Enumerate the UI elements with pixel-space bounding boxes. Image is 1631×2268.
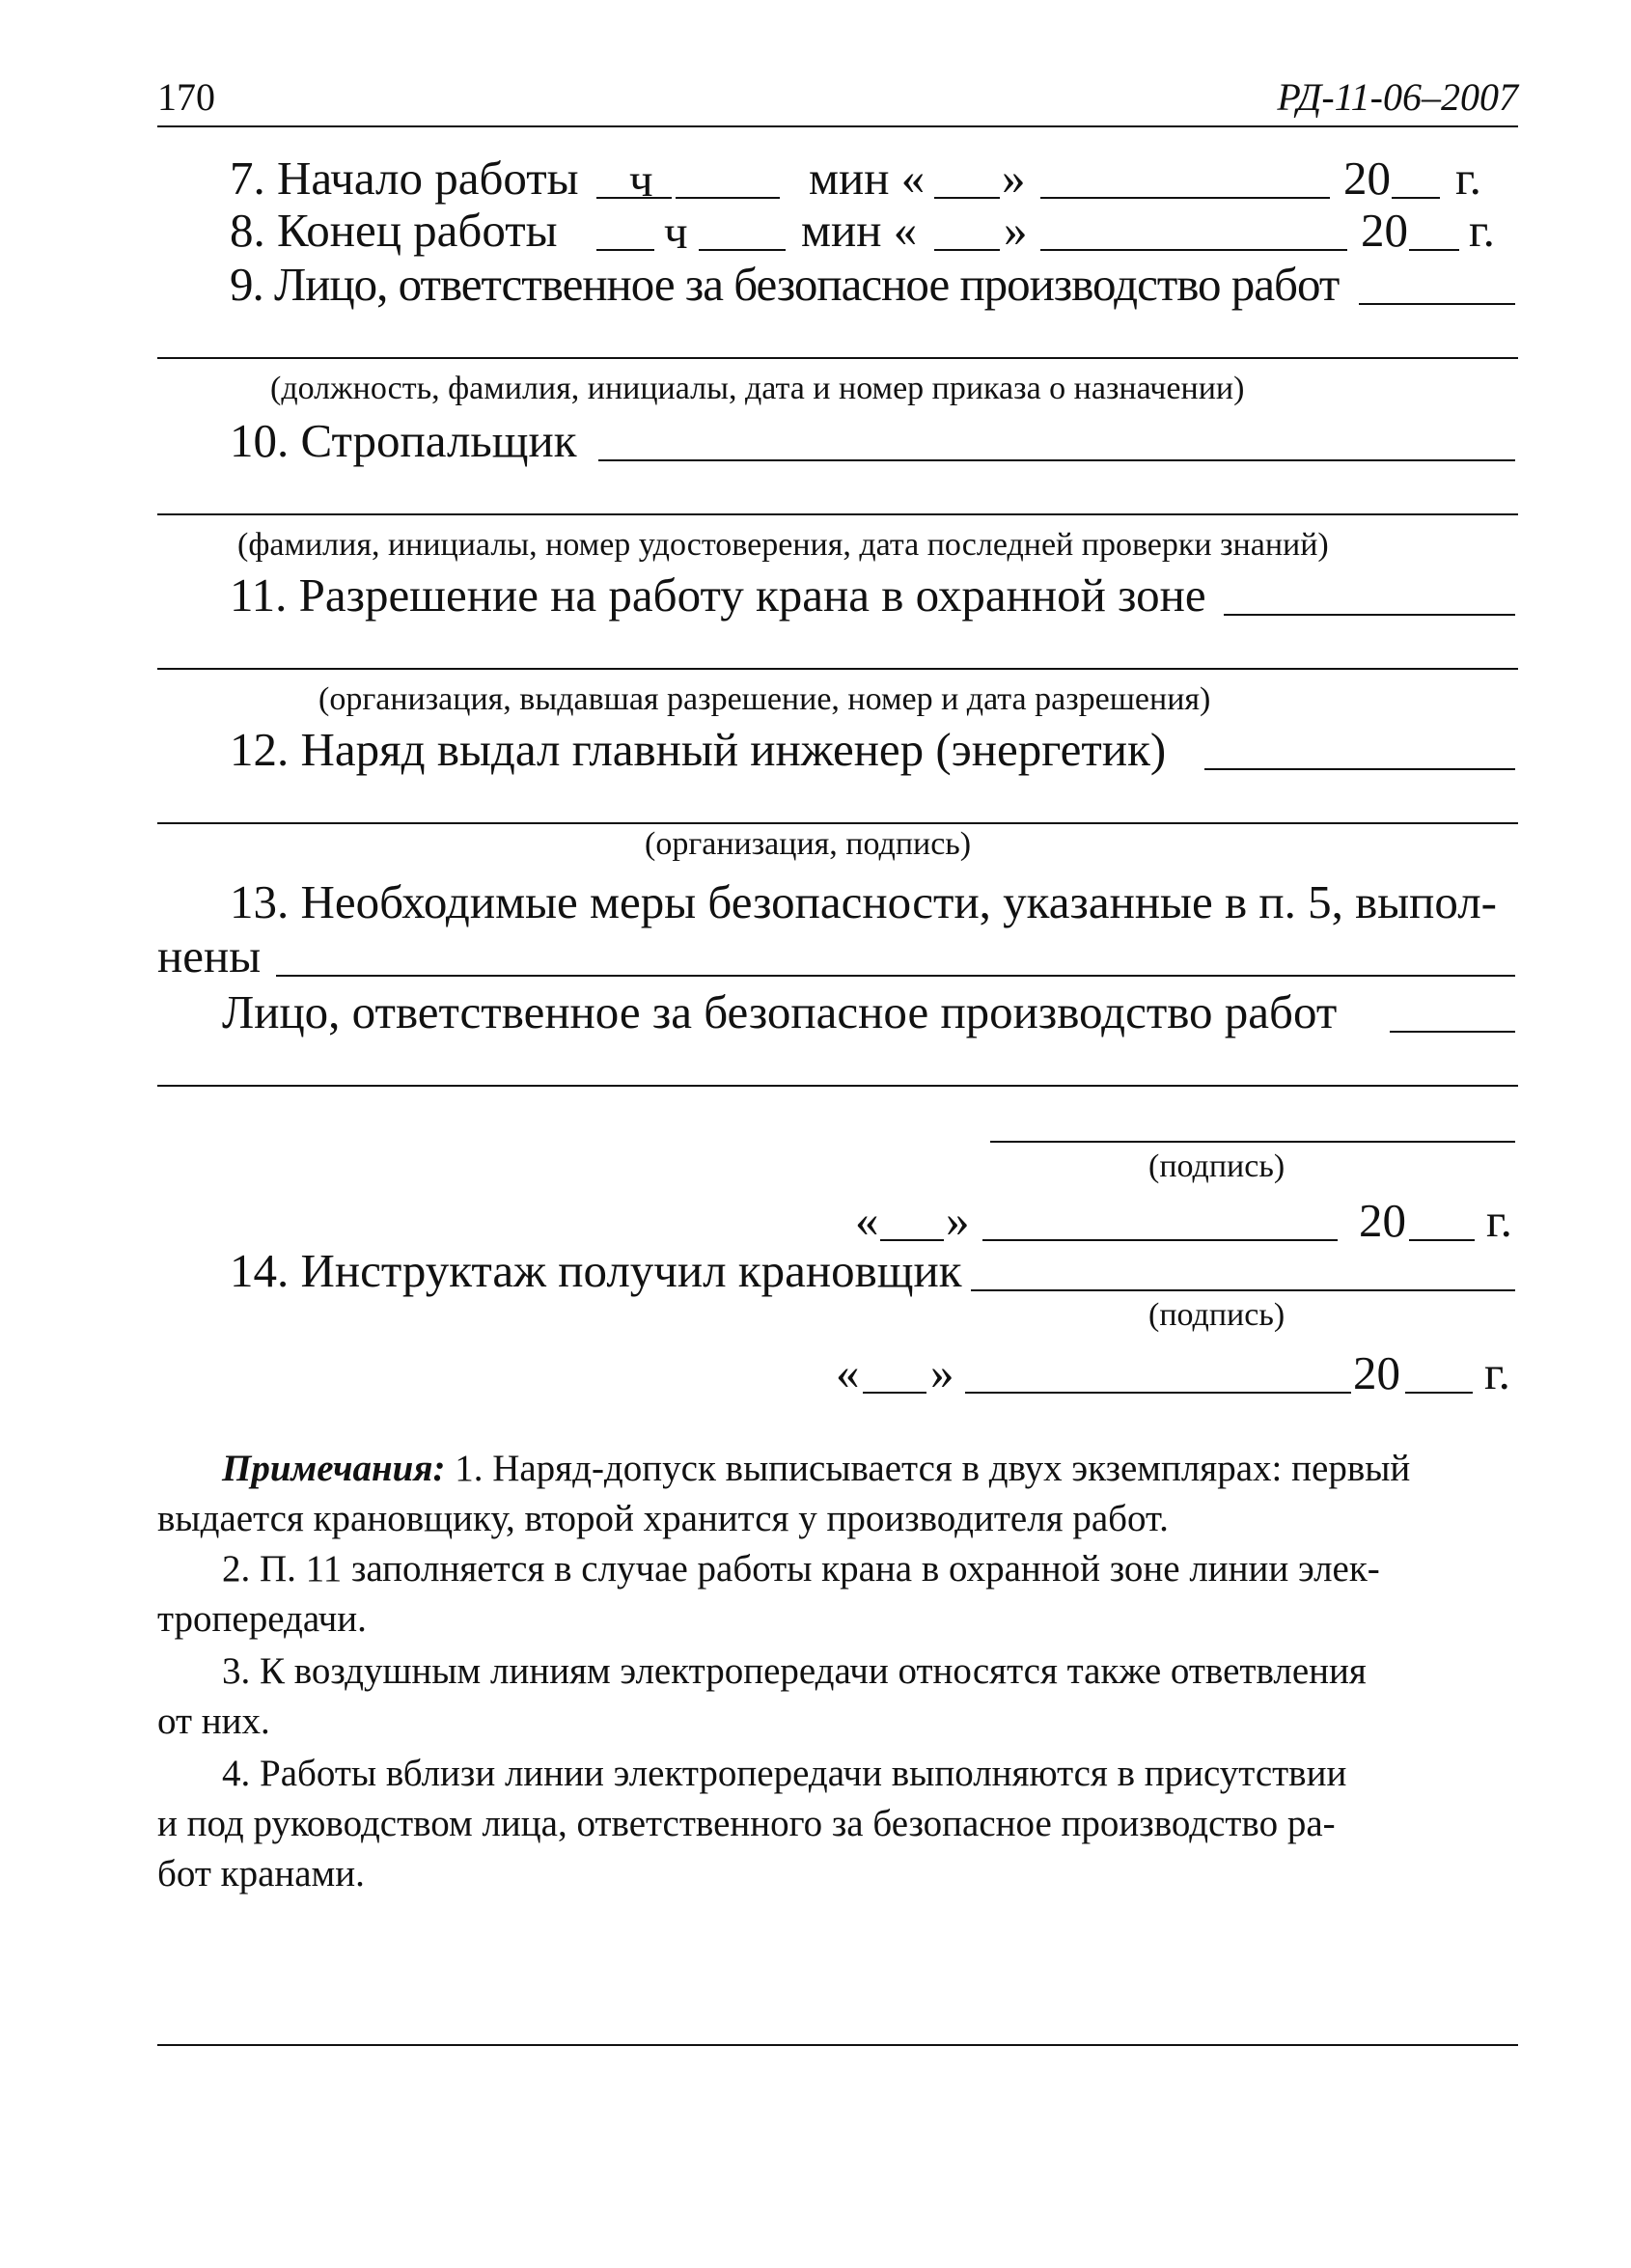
item-13-signature-caption: (подпись) — [1148, 1148, 1285, 1184]
item-13-date-quote-close: » — [946, 1194, 970, 1247]
item-8-label: 8. Конец работы — [230, 204, 558, 257]
item-14-date-quote-open: « — [836, 1346, 860, 1399]
item-9-responsible-person — [0, 258, 1631, 406]
item-12-field[interactable] — [157, 822, 1518, 824]
document-code: РД-11-06–2007 — [1277, 75, 1518, 119]
item-14-label: 14. Инструктаж получил крановщик — [230, 1244, 962, 1297]
item-7-minutes-field[interactable] — [676, 197, 780, 199]
item-8-hours-field[interactable] — [596, 249, 654, 251]
note-2-line-1: 2. П. 11 заполняется в случае работы крана в охранной зоне линии элек- — [222, 1548, 1380, 1590]
note-4-line-1: 4. Работы вблизи линии электропередачи выполняются в присутствии — [222, 1753, 1347, 1794]
item-14-crane-operator-briefed — [0, 1244, 1631, 1347]
note-2-line-2: тропередачи. — [157, 1598, 367, 1640]
item-8-day-field[interactable] — [934, 249, 1000, 251]
item-7-month-field[interactable] — [1040, 197, 1330, 199]
item-13-day-field[interactable] — [880, 1239, 944, 1241]
item-13-date — [0, 1194, 1631, 1249]
item-8-year-prefix: 20 — [1361, 204, 1408, 257]
item-10-field-end[interactable] — [598, 459, 1515, 461]
page-header — [157, 71, 1518, 127]
item-7-year-field[interactable] — [1392, 197, 1440, 199]
item-13-safety-measures — [0, 875, 1631, 1245]
item-13-year-prefix: 20 — [1359, 1194, 1406, 1247]
item-14-date-quote-close: » — [930, 1346, 954, 1399]
item-13-date-quote-open: « — [855, 1194, 879, 1247]
item-10-label: 10. Стропальщик — [230, 414, 577, 467]
note-4-line-3: бот кранами. — [157, 1853, 365, 1895]
item-13-text-line-2: нены — [157, 929, 262, 982]
item-12-order-issued — [0, 723, 1631, 862]
item-10-caption: (фамилия, инициалы, номер удостоверения, дата последней проверки знаний) — [237, 527, 1329, 563]
item-12-field-end[interactable] — [1204, 768, 1515, 770]
item-11-crane-permit — [0, 568, 1631, 717]
note-1-line-2: выдается крановщику, второй хранится у производителя работ. — [157, 1498, 1169, 1539]
item-8-end-of-work — [0, 204, 1631, 259]
item-13-year-field[interactable] — [1409, 1239, 1475, 1241]
item-14-date — [0, 1346, 1631, 1401]
item-11-field-end[interactable] — [1224, 614, 1515, 616]
item-13-responsible-field[interactable] — [157, 1085, 1518, 1087]
note-3-line-2: от них. — [157, 1701, 270, 1742]
item-13-responsible-label: Лицо, ответственное за безопасное производство работ — [222, 985, 1338, 1038]
item-11-caption: (организация, выдавшая разрешение, номер и дата разрешения) — [318, 681, 1211, 717]
item-9-field[interactable] — [157, 357, 1518, 359]
item-9-label: 9. Лицо, ответственное за безопасное производство работ — [230, 258, 1340, 311]
item-13-signature-field[interactable] — [990, 1141, 1515, 1143]
page-number: 170 — [157, 75, 215, 119]
item-8-minutes-unit: мин « — [801, 204, 918, 257]
note-1-text: 1. Наряд-допуск выписывается в двух экземплярах: первый — [445, 1448, 1411, 1489]
item-9-caption: (должность, фамилия, инициалы, дата и номер приказа о назначении) — [270, 371, 1245, 406]
item-10-slinger — [0, 414, 1631, 563]
note-3-line-1: 3. К воздушным линиям электропередачи относятся также ответвления — [222, 1650, 1367, 1692]
item-14-month-field[interactable] — [965, 1392, 1351, 1394]
item-7-label: 7. Начало работы — [230, 152, 579, 205]
item-9-field-end[interactable] — [1359, 303, 1515, 305]
item-13-completion-field[interactable] — [276, 975, 1515, 977]
item-8-day-close: » — [1004, 204, 1028, 257]
item-8-year-suffix: г. — [1469, 204, 1495, 257]
item-11-field[interactable] — [157, 668, 1518, 670]
item-13-year-suffix: г. — [1486, 1194, 1512, 1247]
item-13-month-field[interactable] — [982, 1239, 1338, 1241]
item-8-year-field[interactable] — [1409, 249, 1459, 251]
item-7-day-close: » — [1002, 152, 1026, 205]
item-14-year-field[interactable] — [1405, 1392, 1473, 1394]
footer-rule — [157, 2044, 1518, 2046]
item-7-year-suffix: г. — [1455, 152, 1481, 205]
item-11-label: 11. Разрешение на работу крана в охранной зоне — [230, 568, 1206, 622]
item-12-caption: (организация, подпись) — [645, 826, 972, 862]
item-10-field[interactable] — [157, 513, 1518, 515]
item-7-minutes-unit: мин « — [809, 152, 926, 205]
item-12-label: 12. Наряд выдал главный инженер (энергетик) — [230, 723, 1167, 776]
item-14-day-field[interactable] — [863, 1392, 926, 1394]
item-8-month-field[interactable] — [1040, 249, 1347, 251]
item-14-year-prefix: 20 — [1353, 1346, 1400, 1399]
item-13-text-line-1: 13. Необходимые меры безопасности, указанные в п. 5, выпол- — [230, 875, 1497, 928]
note-4-line-2: и под руководством лица, ответственного за безопасное производство ра- — [157, 1803, 1336, 1844]
item-7-start-of-work — [0, 152, 1631, 207]
item-7-hours-unit: ч — [629, 153, 653, 207]
notes-heading: Примечания: — [222, 1448, 446, 1489]
item-14-year-suffix: г. — [1484, 1346, 1510, 1399]
item-7-day-field[interactable] — [934, 197, 1000, 199]
item-7-year-prefix: 20 — [1343, 152, 1391, 205]
item-13-responsible-field-end[interactable] — [1390, 1031, 1515, 1033]
item-8-minutes-field[interactable] — [699, 249, 786, 251]
item-14-signature-caption: (подпись) — [1148, 1297, 1285, 1333]
note-1-line-1 — [222, 1450, 1410, 1487]
item-14-signature-field[interactable] — [971, 1289, 1515, 1291]
item-8-hours-unit: ч — [664, 206, 688, 259]
